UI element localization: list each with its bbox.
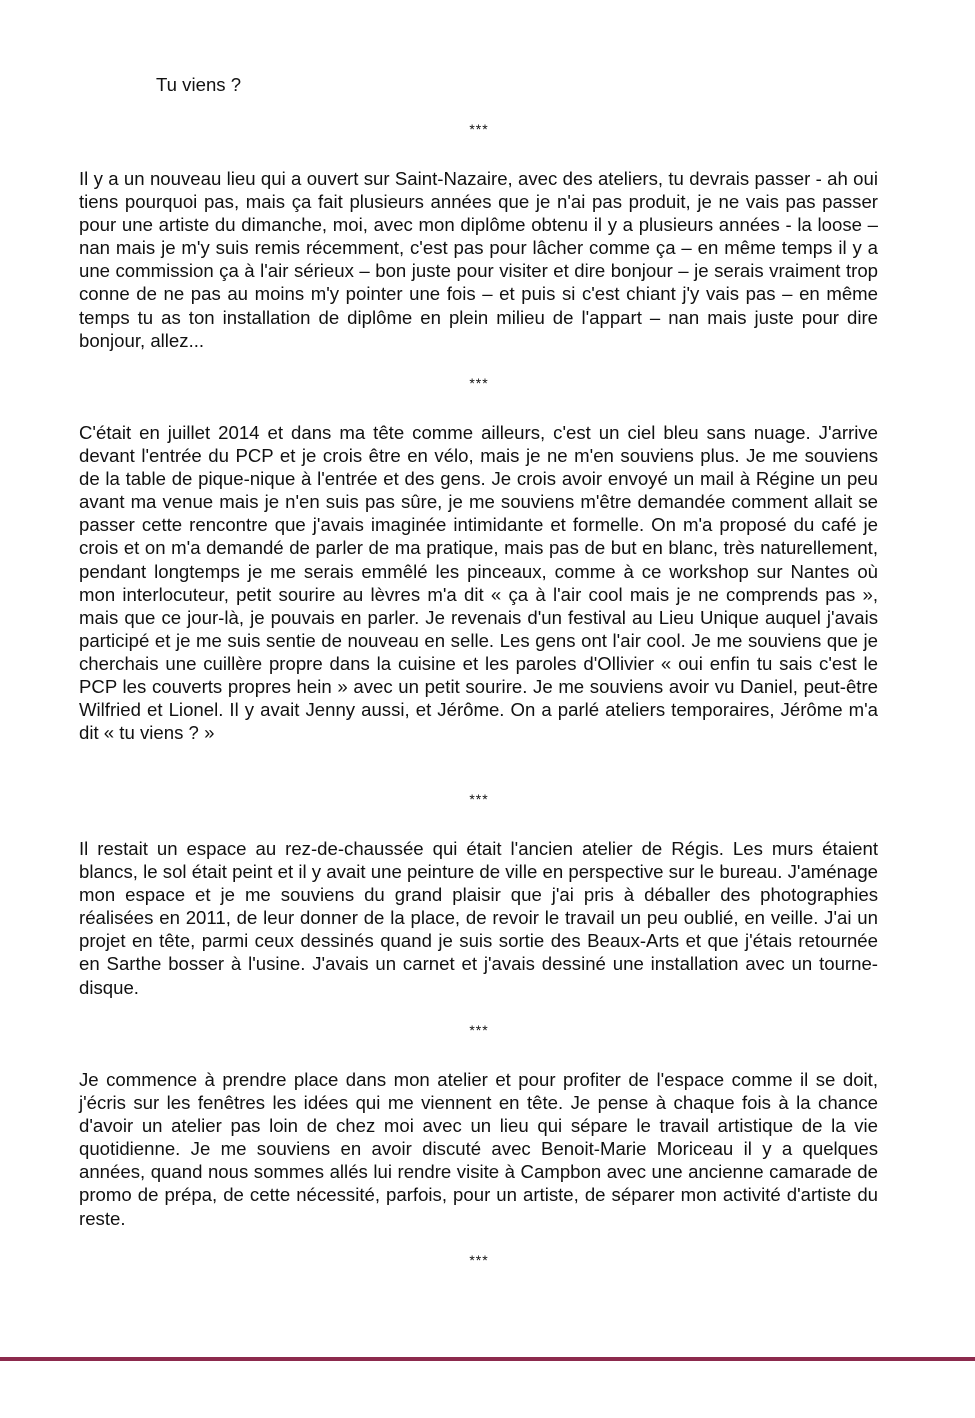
- footer-rule: [0, 1357, 975, 1361]
- paragraph-3: Il restait un espace au rez-de-chaussée qui était l'ancien atelier de Régis. Les murs étaient blancs, le sol était peint et il y avait une peinture de ville en perspective sur le bureau. J'aménage mon espace et je me souviens du grand plaisir que j'ai pris à déballer des photographies réalisées en 2011, de leur donner de la place, de revoir le travail un peu oublié, en veille. J'ai un projet en tête, parmi ceux dessinés quand je suis sortie des Beaux-Arts et que j'étais retournée en Sarthe bosser à l'usine. J'avais un carnet et j'avais dessiné une installation avec un tourne-disque.: [79, 838, 878, 998]
- section-separator: ***: [469, 1252, 489, 1268]
- paragraph-2: C'était en juillet 2014 et dans ma tête comme ailleurs, c'est un ciel bleu sans nuage. J'arrive devant l'entrée du PCP et je crois être en vélo, mais je ne m'en souviens plus. Je me souviens de la table de pique-nique à l'entrée et des gens. Je crois avoir envoyé un mail à Régine un peu avant ma venue mais je n'en suis pas sûre, je me souviens m'être demandée comment allait se passer cette rencontre que j'avais imaginée intimidante et formelle. On m'a proposé du café je crois et on m'a demandé de parler de ma pratique, mais pas de but en blanc, très naturellement, pendant longtemps je me serais emmêlé les pinceaux, comme à ce workshop sur Nantes où mon interlocuteur, petit sourire au lèvres m'a dit « ça à l'air cool mais je ne comprends pas », mais que ce jour-là, je pouvais en parler. Je revenais d'un festival au Lieu Unique auquel j'avais participé et je me suis sentie de nouveau en selle. Les gens ont l'air cool. Je me souviens que je cherchais une cuillère propre dans la cuisine et les paroles d'Ollivier « oui enfin tu sais c'est le PCP les couverts propres hein » avec un petit sourire. Je me souviens avoir vu Daniel, peut-être Wilfried et Lionel. Il y avait Jenny aussi, et Jérôme. On a parlé ateliers temporaires, Jérôme m'a dit « tu viens ? »: [79, 422, 878, 744]
- paragraph-4: Je commence à prendre place dans mon atelier et pour profiter de l'espace comme il se doit, j'écris sur les fenêtres les idées qui me viennent en tête. Je pense à chaque fois à la chance d'avoir un atelier pas loin de chez moi avec un lieu qui sépare le travail artistique de la vie quotidienne. Je me souviens en avoir discuté avec Benoit-Marie Moriceau il y a quelques années, quand nous sommes allés lui rendre visite à Campbon avec une ancienne camarade de promo de prépa, de cette nécessité, parfois, pour un artiste, de séparer mon activité d'artiste du reste.: [79, 1069, 878, 1229]
- paragraph-1: Il y a un nouveau lieu qui a ouvert sur Saint-Nazaire, avec des ateliers, tu devrais passer - ah oui tiens pourquoi pas, mais ça fait plusieurs années que je n'ai pas produit, je ne vais pas passer pour une artiste du dimanche, moi, avec mon diplôme obtenu il y a plusieurs années - la loose – nan mais je m'y suis remis récemment, c'est pas pour lâcher comme ça – en même temps il y a une commission ça à l'air sérieux – bon juste pour visiter et dire bonjour – je serais vraiment trop conne de ne pas au moins m'y pointer une fois – et puis si c'est chiant j'y vais pas – en même temps tu as ton installation de diplôme en plein milieu de l'appart – nan mais juste pour dire bonjour, allez...: [79, 168, 878, 351]
- section-separator: ***: [469, 791, 489, 807]
- section-separator: ***: [469, 1022, 489, 1038]
- section-separator: ***: [469, 375, 489, 391]
- section-separator: ***: [469, 121, 489, 137]
- intro-line: Tu viens ?: [156, 74, 242, 95]
